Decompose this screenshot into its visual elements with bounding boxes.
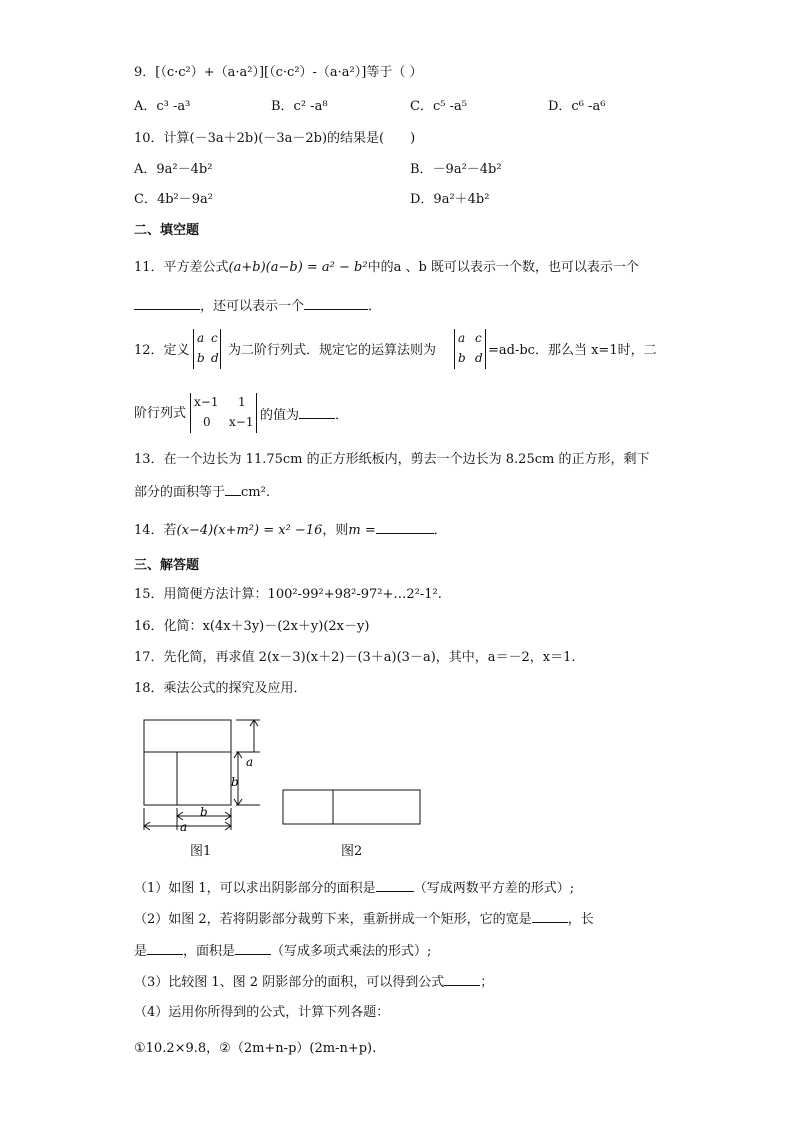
- q17: 17．先化简，再求值 2(x－3)(x＋2)－(3＋a)(3－a)，其中，a＝－2，x＝1.: [134, 650, 576, 665]
- q15: 15．用简便方法计算：100²-99²+98²-97²+…2²-1².: [134, 587, 442, 602]
- q14-var: m =: [348, 523, 376, 538]
- q18-p2-area: ，面积是: [183, 944, 236, 959]
- q14-formula: (x−4)(x+m²) = x² −16: [176, 523, 323, 538]
- fig2-caption: 图2: [341, 844, 363, 859]
- fig1-caption: 图1: [190, 844, 212, 859]
- q9-option-b: B．c² -a⁸: [271, 99, 328, 114]
- q11-blank-2[interactable]: [304, 296, 368, 310]
- matrix-cell: x−1: [229, 415, 254, 429]
- q18-p1-note: （写成两数平方差的形式）;: [413, 881, 575, 896]
- matrix-cell: a: [458, 331, 466, 345]
- q18-p2-long: ，长: [567, 912, 594, 927]
- q11-formula: (a+b)(a−b) = a² − b²: [228, 260, 368, 275]
- fig1-bottom-rect: [144, 752, 231, 805]
- matrix-cell: 0: [203, 415, 211, 429]
- q11-suffix: 中的a 、b 既可以表示一个数，也可以表示一个: [367, 260, 639, 275]
- q18-blank-4[interactable]: [235, 941, 271, 955]
- label-a-vertical: a: [246, 755, 254, 769]
- q18-p2-is: 是: [134, 944, 148, 959]
- q18-part5: ①10.2×9.8，②（2m+n-p）(2m-n+p).: [134, 1041, 377, 1056]
- q13-unit: cm².: [241, 485, 270, 500]
- q12-p1: 12．定义: [134, 343, 190, 358]
- q12-p3: =ad-bc．那么当 x=1时，二: [488, 343, 657, 358]
- q11-end: ．: [368, 299, 382, 314]
- label-b-horizontal: b: [200, 805, 208, 819]
- q12-blank[interactable]: [299, 405, 335, 419]
- q18-blank-1[interactable]: [376, 878, 414, 892]
- q14-start: 14．若: [134, 523, 177, 538]
- q12-p2: 为二阶行列式．规定它的运算法则为: [228, 343, 437, 358]
- q14-blank[interactable]: [376, 520, 434, 534]
- q12-matrix-2: [454, 329, 486, 369]
- q18-p3-text: （3）比较图 1、图 2 阴影部分的面积，可以得到公式: [134, 975, 445, 990]
- q18-p2-text: （2）如图 2，若将阴影部分裁剪下来，重新拼成一个矩形，它的宽是: [134, 912, 532, 927]
- matrix-cell: d: [211, 351, 219, 365]
- q14-end: ．: [433, 523, 447, 538]
- q14-mid: ，则: [322, 523, 349, 538]
- matrix-cell: b: [458, 351, 466, 365]
- q10-stem: 10．计算(－3a＋2b)(－3a－2b)的结果是( ): [134, 131, 416, 146]
- q11-prefix: 11．平方差公式: [134, 260, 229, 275]
- q12-p6: ．: [335, 408, 349, 423]
- matrix-cell: c: [211, 331, 218, 345]
- q13-line2: [134, 482, 270, 502]
- q9-option-c: C．c⁵ -a⁵: [410, 99, 467, 114]
- q9-option-a: A．c³ -a³: [134, 99, 191, 114]
- q11-line1: [134, 259, 639, 277]
- q18-p3-end: ；: [480, 975, 494, 990]
- q13-text: 部分的面积等于: [134, 485, 226, 500]
- q18-part2-line2: [134, 941, 431, 961]
- fig2-rect: [283, 790, 420, 824]
- q9-stem: 9．[（c·c²）+（a·a²）][（c·c²）-（a·a²）]等于（ ）: [134, 65, 423, 80]
- q12-matrix-3: [190, 393, 257, 433]
- matrix-cell: 1: [238, 395, 246, 409]
- q10-option-a: A．9a²－4b²: [134, 162, 213, 177]
- fig1-top-rect: [144, 720, 231, 752]
- section-fill-in: 二、填空题: [134, 223, 200, 238]
- figure-2: [283, 790, 420, 824]
- q12-p5: 的值为: [260, 408, 300, 423]
- matrix-cell: b: [197, 351, 205, 365]
- q14-line: [134, 520, 447, 540]
- q10-option-b: B．－9a²－4b²: [410, 162, 502, 177]
- q16: 16．化简：x(4x＋3y)－(2x＋y)(2x－y): [134, 619, 370, 634]
- section-answer: 三、解答题: [134, 558, 200, 573]
- q18-blank-3[interactable]: [147, 941, 183, 955]
- q10-option-d: D．9a²＋4b²: [410, 192, 490, 207]
- q18-blank-5[interactable]: [444, 972, 480, 986]
- q18-part2-line1: [134, 909, 594, 929]
- label-a-horizontal: a: [180, 820, 188, 834]
- q13-blank[interactable]: [225, 482, 241, 496]
- q12-p5-line: [260, 405, 348, 425]
- q18-blank-2[interactable]: [532, 909, 568, 923]
- q13-line1: 13．在一个边长为 11.75cm 的正方形纸板内，剪去一个边长为 8.25cm 的正方形，剩下: [134, 452, 650, 467]
- label-b-vertical: b: [231, 775, 239, 789]
- matrix-cell: a: [197, 331, 205, 345]
- matrix-cell: x−1: [194, 395, 219, 409]
- matrix-cell: c: [475, 331, 482, 345]
- matrix-cell: d: [475, 351, 483, 365]
- q11-line2: [134, 296, 381, 316]
- q18-part4: （4）运用你所得到的公式，计算下列各题：: [134, 1005, 390, 1020]
- q18-stem: 18．乘法公式的探究及应用．: [134, 681, 307, 696]
- q12-p4: 阶行列式: [134, 406, 187, 421]
- q9-option-d: D．c⁶ -a⁶: [548, 99, 606, 114]
- q18-figures: [130, 712, 430, 842]
- q11-blank-1[interactable]: [134, 296, 200, 310]
- q10-option-c: C．4b²－9a²: [134, 192, 213, 207]
- q18-part1: [134, 878, 574, 898]
- q12-matrix-1: [193, 329, 221, 369]
- q18-p2-note: （写成多项式乘法的形式）;: [271, 944, 432, 959]
- q18-part3: [134, 972, 493, 992]
- q11-mid: ，还可以表示一个: [200, 299, 305, 314]
- q18-p1-text: （1）如图 1，可以求出阴影部分的面积是: [134, 881, 376, 896]
